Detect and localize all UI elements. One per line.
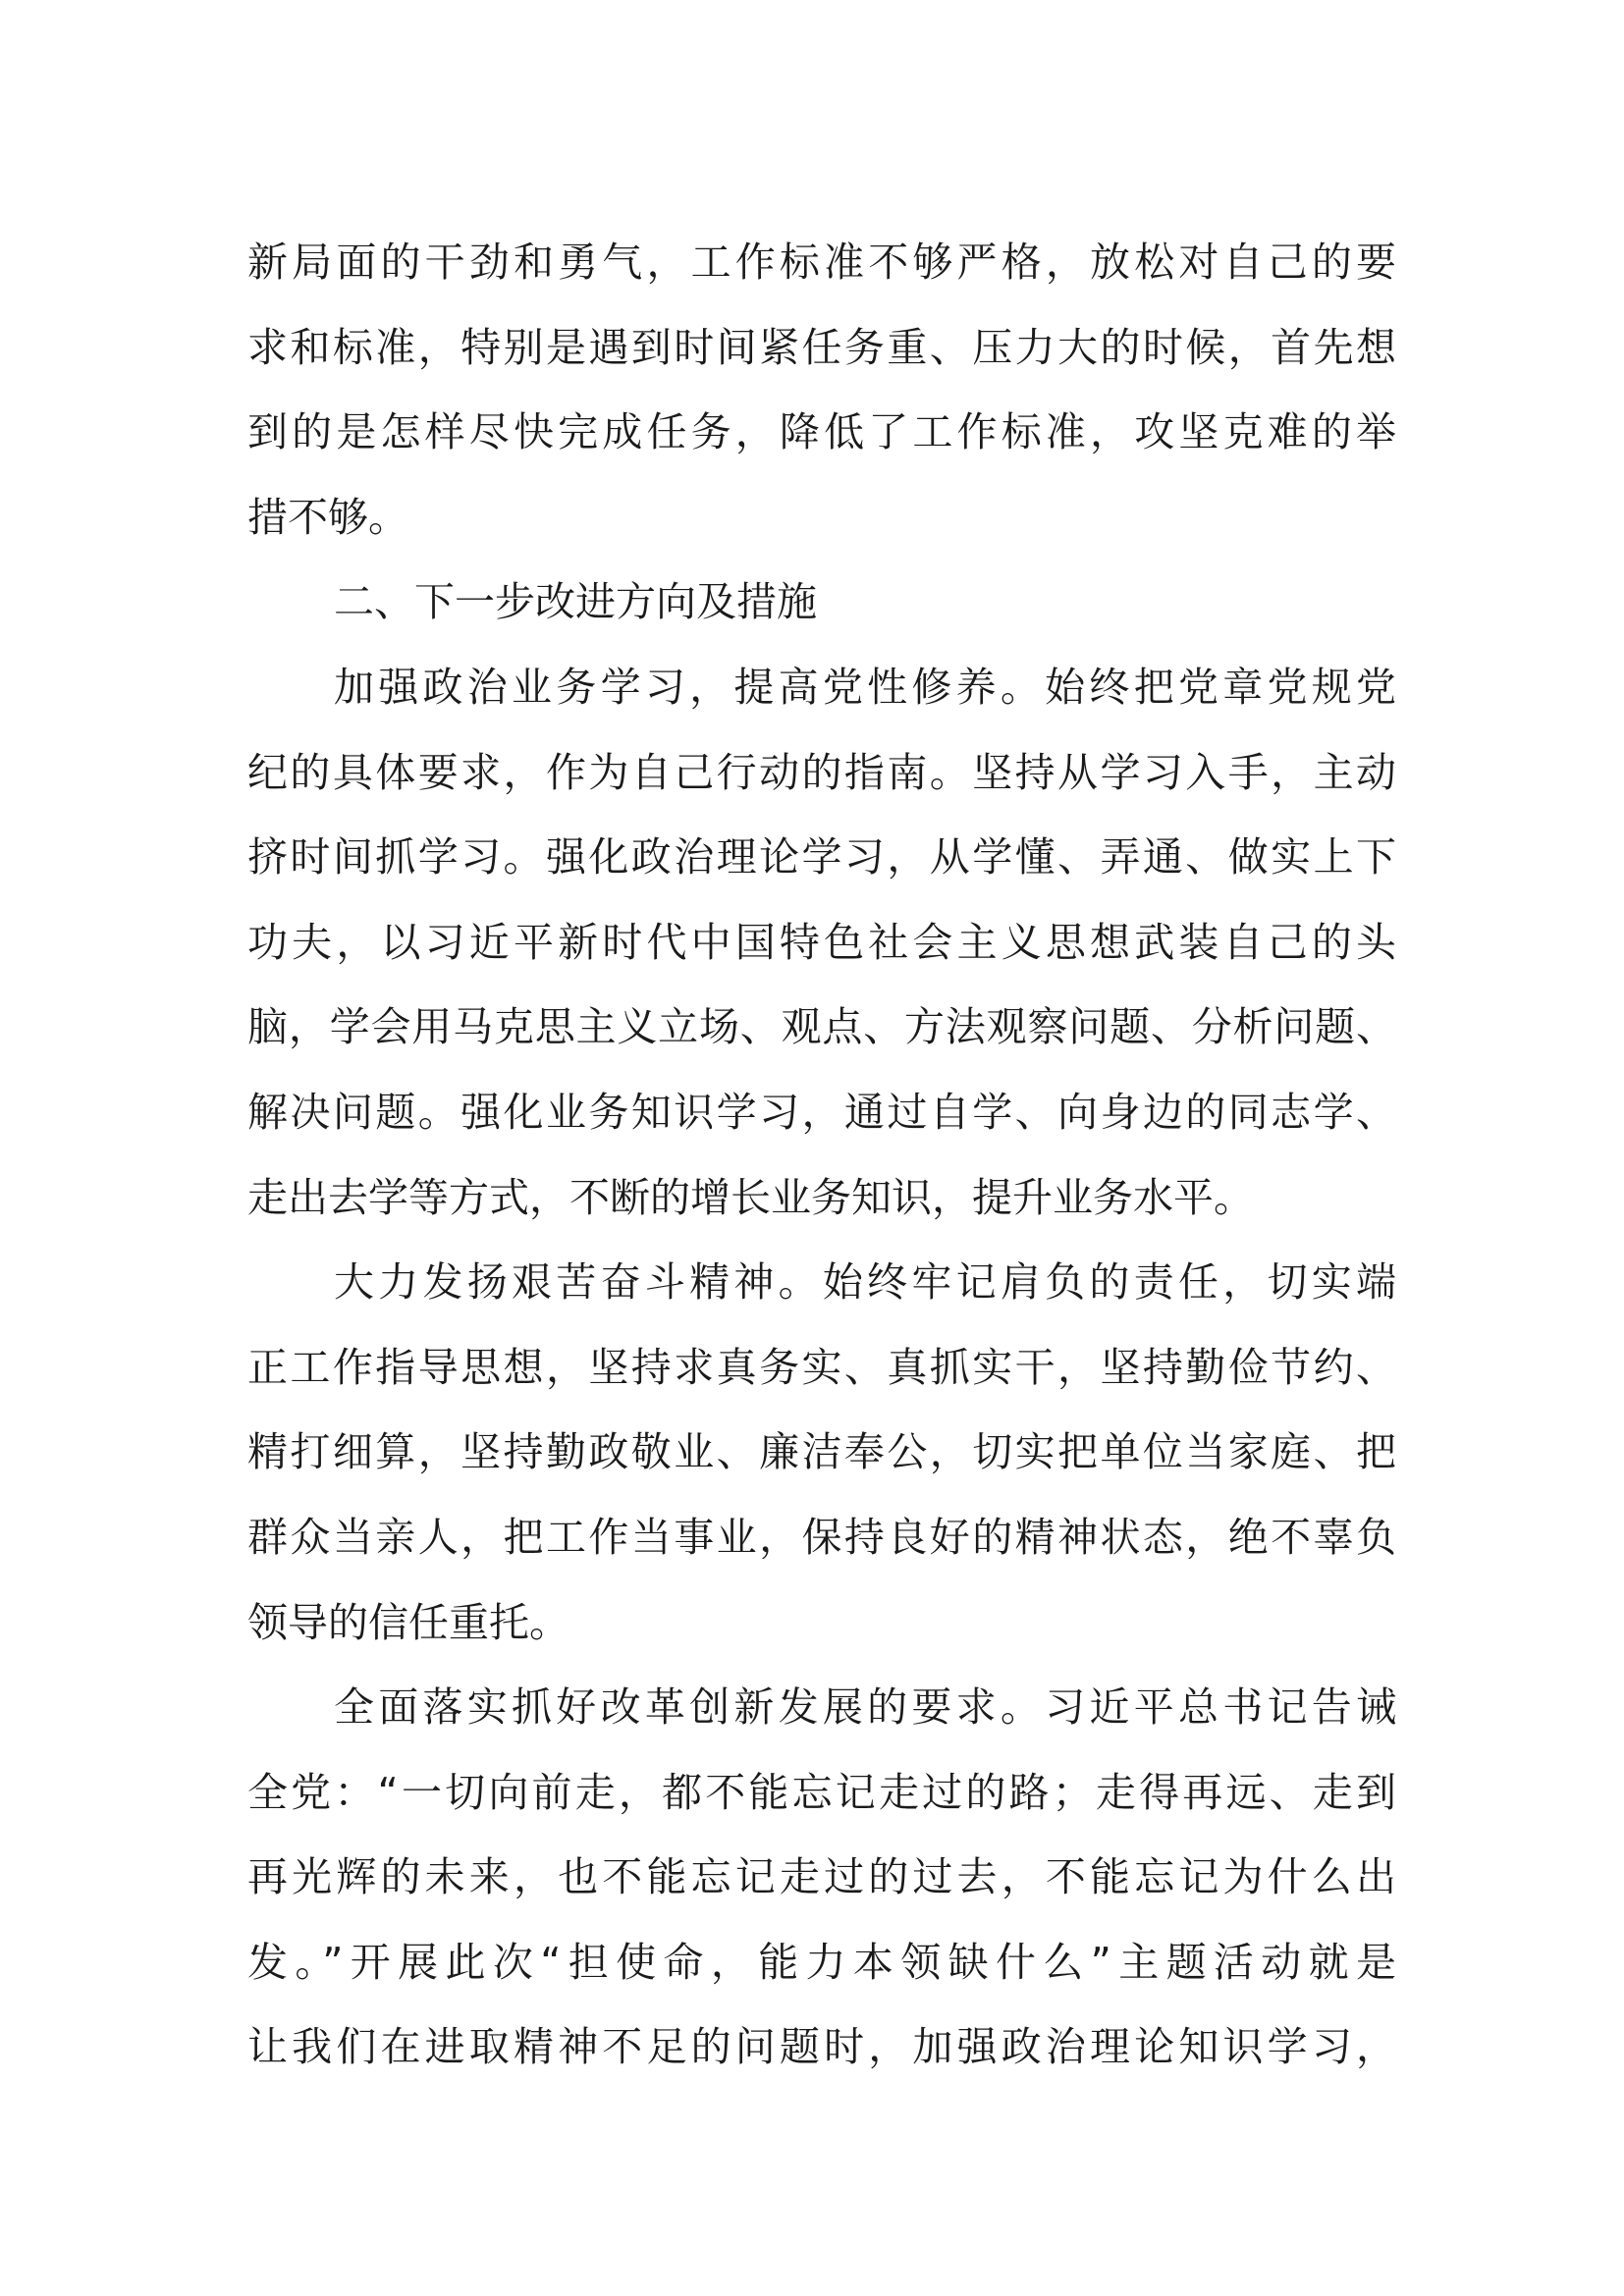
text-line: 让我们在进取精神不足的问题时，加强政治理论知识学习， [247, 2023, 1396, 2071]
text-line: 精打细算，坚持勤政敬业、廉洁奉公，切实把单位当家庭、把 [247, 1428, 1396, 1476]
text-line: 发。”开展此次“担使命，能力本领缺什么”主题活动就是 [247, 1938, 1396, 1986]
text-line: 全党：“一切向前走，都不能忘记走过的路；走得再远、走到 [247, 1768, 1396, 1816]
text-line: 正工作指导思想，坚持求真务实、真抓实干，坚持勤俭节约、 [247, 1343, 1396, 1391]
text-line: 挤时间抓学习。强化政治理论学习，从学懂、弄通、做实上下 [247, 833, 1396, 881]
text-line: 领导的信任重托。 [247, 1598, 569, 1646]
text-line: 脑，学会用马克思主义立场、观点、方法观察问题、分析问题、 [247, 1003, 1396, 1051]
text-line: 功夫，以习近平新时代中国特色社会主义思想武装自己的头 [247, 918, 1396, 966]
section-heading [247, 560, 1396, 645]
text-line: 大力发扬艰苦奋斗精神。始终牢记肩负的责任，切实端 [334, 1258, 1396, 1307]
text-line: 到的是怎样尽快完成任务，降低了工作标准，攻坚克难的举 [247, 408, 1396, 456]
text-line: 新局面的干劲和勇气，工作标准不够严格，放松对自己的要 [247, 239, 1396, 286]
text-line: 求和标准，特别是遇到时间紧任务重、压力大的时候，首先想 [247, 323, 1396, 371]
paragraph-study [247, 645, 1396, 1240]
text-line: 全面落实抓好改革创新发展的要求。习近平总书记告诫 [334, 1683, 1396, 1732]
heading-text: 二、下一步改进方向及措施 [334, 578, 817, 626]
text-line: 再光辉的未来，也不能忘记走过的过去，不能忘记为什么出 [247, 1853, 1396, 1901]
paragraph-continuation [247, 220, 1396, 560]
paragraph-reform [247, 1665, 1396, 2090]
text-line: 解决问题。强化业务知识学习，通过自学、向身边的同志学、 [247, 1088, 1396, 1136]
document-body [247, 220, 1396, 2090]
text-line: 加强政治业务学习，提高党性修养。始终把党章党规党 [334, 663, 1396, 711]
text-line: 走出去学等方式，不断的增长业务知识，提升业务水平。 [247, 1173, 1254, 1221]
text-line: 纪的具体要求，作为自己行动的指南。坚持从学习入手，主动 [247, 748, 1396, 796]
text-line: 措不够。 [247, 493, 408, 541]
text-line: 群众当亲人，把工作当事业，保持良好的精神状态，绝不辜负 [247, 1513, 1396, 1561]
paragraph-spirit [247, 1240, 1396, 1665]
